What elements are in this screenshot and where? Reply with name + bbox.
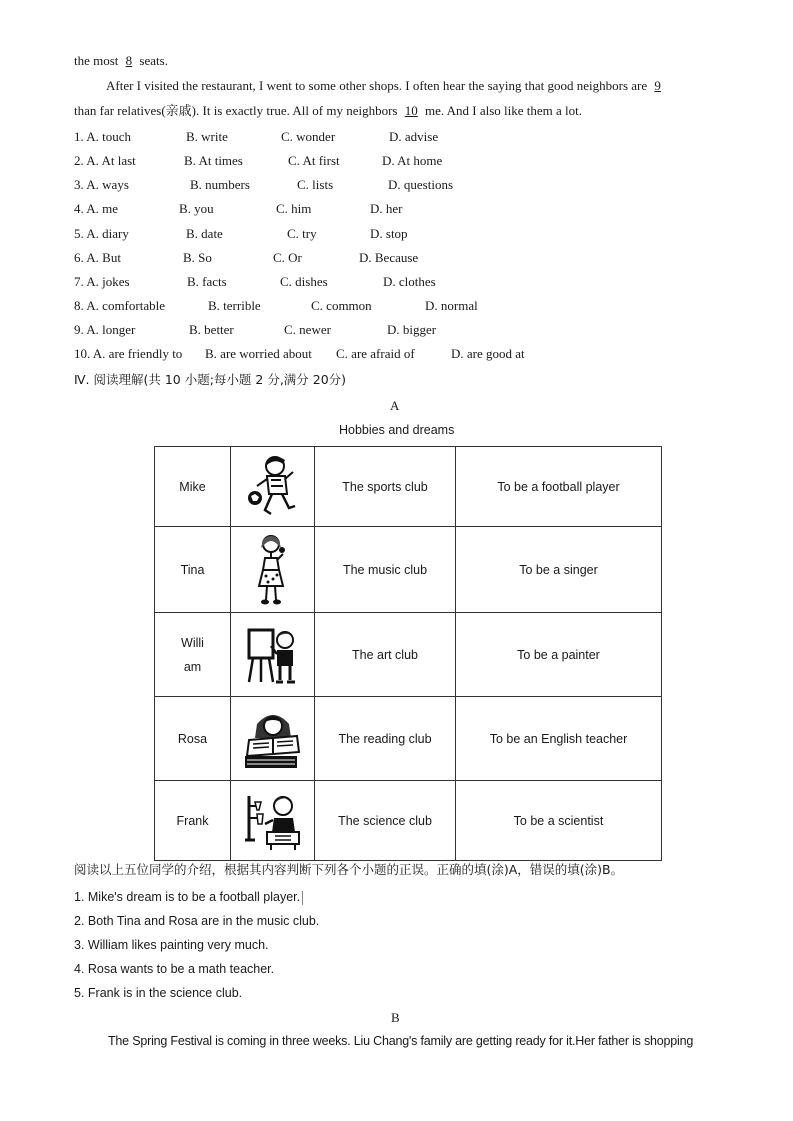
- student-name: Willi am: [155, 613, 231, 697]
- option-d: D. are good at: [451, 346, 525, 361]
- option-a: 5. A. diary: [74, 226, 129, 241]
- student-name: Frank: [155, 781, 231, 861]
- club-name: The art club: [315, 613, 456, 697]
- club-name: The science club: [315, 781, 456, 861]
- club-name: The sports club: [315, 447, 456, 527]
- option-a: 1. A. touch: [74, 129, 132, 144]
- option-c: C. are afraid of: [336, 346, 415, 361]
- option-b: B. So: [183, 250, 212, 265]
- passage-line-1: [74, 53, 168, 69]
- passage-line-3: [74, 103, 582, 119]
- option-d: D. her: [370, 201, 403, 216]
- option-c: C. common: [311, 298, 372, 313]
- option-d: D. bigger: [387, 322, 437, 337]
- option-b: B. numbers: [190, 177, 250, 192]
- part-b-text: The Spring Festival is coming in three weeks. Liu Chang's family are getting ready for it.Her father is shopping: [108, 1034, 694, 1048]
- option-a: 2. A. At last: [74, 153, 136, 168]
- option-b: B. date: [186, 226, 223, 241]
- hobbies-table: [154, 446, 662, 861]
- option-d: D. questions: [388, 177, 453, 192]
- option-c: C. lists: [297, 177, 334, 192]
- option-b: B. At times: [184, 153, 243, 168]
- soccer-boy-icon: [231, 447, 315, 527]
- student-name: Rosa: [155, 697, 231, 781]
- option-b: B. you: [179, 201, 214, 216]
- option-a: 8. A. comfortable: [74, 298, 165, 313]
- statement-1: [74, 889, 303, 905]
- statement-4: 4. Rosa wants to be a math teacher.: [74, 962, 275, 976]
- table-row: [155, 613, 662, 697]
- text-cursor: [302, 891, 303, 905]
- option-a: 10. A. are friendly to: [74, 346, 183, 361]
- table-row: [155, 447, 662, 527]
- blank-10: 10: [404, 103, 418, 118]
- option-b: B. terrible: [208, 298, 261, 313]
- passage-text: the most: [74, 53, 119, 68]
- instruction-text: 阅读以上五位同学的介绍，根据其内容判断下列各个小题的正误。正确的填(涂)A，错误的填(涂)B。: [74, 862, 624, 877]
- option-d: D. clothes: [383, 274, 436, 289]
- table-row: [155, 781, 662, 861]
- passage-text: seats.: [139, 53, 168, 68]
- option-c: C. wonder: [281, 129, 336, 144]
- passage-text: me. And I also like them a lot.: [424, 103, 583, 118]
- option-c: C. At first: [288, 153, 340, 168]
- dream-text: To be a scientist: [456, 781, 662, 861]
- option-d: D. Because: [359, 250, 419, 265]
- passage-text: than far relatives(亲戚). It is exactly true. All of my neighbors: [74, 103, 398, 118]
- option-c: C. newer: [284, 322, 331, 337]
- option-b: B. facts: [187, 274, 227, 289]
- science-boy-icon: [231, 781, 315, 861]
- dream-text: To be an English teacher: [456, 697, 662, 781]
- student-name: Mike: [155, 447, 231, 527]
- option-b: B. better: [189, 322, 234, 337]
- table-row: [155, 527, 662, 613]
- option-d: D. advise: [389, 129, 439, 144]
- blank-8: 8: [125, 53, 133, 68]
- option-a: 3. A. ways: [74, 177, 129, 192]
- student-name: Tina: [155, 527, 231, 613]
- blank-9: 9: [654, 78, 661, 93]
- dream-text: To be a painter: [456, 613, 662, 697]
- dream-text: To be a football player: [456, 447, 662, 527]
- option-c: C. try: [287, 226, 317, 241]
- option-a: 7. A. jokes: [74, 274, 130, 289]
- statement-text: 1. Mike's dream is to be a football player.: [74, 890, 301, 904]
- painting-boy-icon: [231, 613, 315, 697]
- option-a: 6. A. But: [74, 250, 121, 265]
- statement-3: 3. William likes painting very much.: [74, 938, 269, 952]
- part-b-label: B: [391, 1010, 400, 1025]
- singing-girl-icon: [231, 527, 315, 613]
- passage-text: After I visited the restaurant, I went to some other shops. I often hear the saying that good neighbors are: [106, 78, 648, 93]
- option-d: D. normal: [425, 298, 478, 313]
- option-a: 4. A. me: [74, 201, 119, 216]
- option-b: B. write: [186, 129, 228, 144]
- option-c: C. him: [276, 201, 312, 216]
- option-c: C. dishes: [280, 274, 328, 289]
- option-a: 9. A. longer: [74, 322, 136, 337]
- statement-2: 2. Both Tina and Rosa are in the music club.: [74, 914, 320, 928]
- option-d: D. At home: [382, 153, 443, 168]
- option-d: D. stop: [370, 226, 408, 241]
- club-name: The reading club: [315, 697, 456, 781]
- table-title: Hobbies and dreams: [339, 423, 455, 437]
- option-c: C. Or: [273, 250, 302, 265]
- option-b: B. are worried about: [205, 346, 312, 361]
- passage-line-2: [106, 78, 665, 94]
- reading-girl-icon: [231, 697, 315, 781]
- table-row: [155, 697, 662, 781]
- section-heading: Ⅳ. 阅读理解(共 10 小题;每小题 2 分,满分 20分): [74, 372, 347, 387]
- part-a-label: A: [390, 398, 400, 413]
- dream-text: To be a singer: [456, 527, 662, 613]
- club-name: The music club: [315, 527, 456, 613]
- statement-5: 5. Frank is in the science club.: [74, 986, 243, 1000]
